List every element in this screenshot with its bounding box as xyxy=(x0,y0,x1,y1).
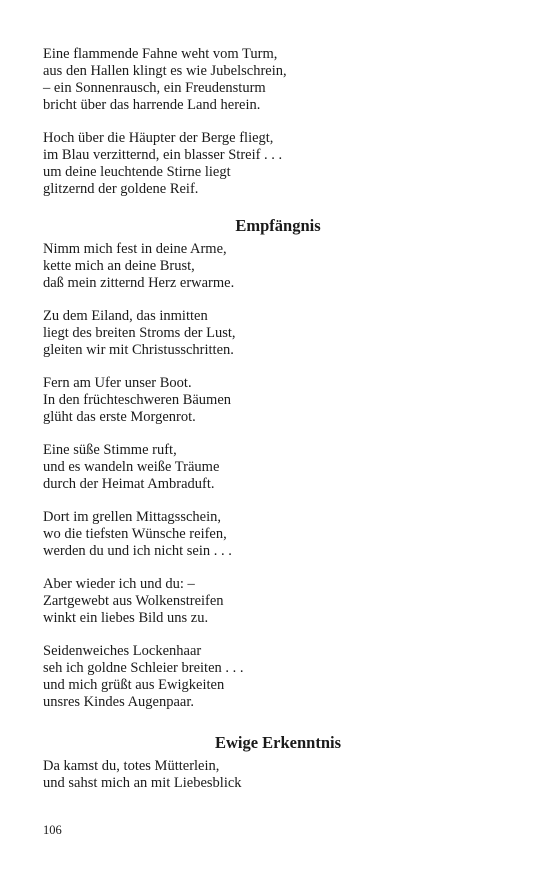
verse-line: In den früchteschweren Bäumen xyxy=(43,392,232,408)
verse-line: unsres Kindes Augenpaar. xyxy=(43,694,195,710)
verse-line: bricht über das harrende Land herein. xyxy=(43,97,261,113)
verse-line: Hoch über die Häupter der Berge fliegt, xyxy=(43,130,274,146)
verse-line: Seidenweiches Lockenhaar xyxy=(43,643,202,659)
poem-ewige-erkenntnis xyxy=(43,758,513,792)
verse-line: und es wandeln weiße Träume xyxy=(43,459,220,475)
verse-line: um deine leuchtende Stirne liegt xyxy=(43,164,231,180)
verse-line: daß mein zitternd Herz erwarme. xyxy=(43,275,235,291)
verse-line: aus den Hallen klingt es wie Jubelschrein, xyxy=(43,63,287,79)
verse-line: gleiten wir mit Christusschritten. xyxy=(43,342,234,358)
verse-line: – ein Sonnenrausch, ein Freudensturm xyxy=(43,80,266,96)
verse-line: Zu dem Eiland, das inmitten xyxy=(43,308,208,324)
verse-line: wo die tiefsten Wünsche reifen, xyxy=(43,526,227,542)
verse-line: durch der Heimat Ambraduft. xyxy=(43,476,215,492)
poem-title: Ewige Erkenntnis xyxy=(214,733,342,752)
verse-line: Eine flammende Fahne weht vom Turm, xyxy=(43,46,278,62)
verse-line: und mich grüßt aus Ewigkeiten xyxy=(43,677,225,693)
page-number: 106 xyxy=(43,823,62,837)
poem-empfaengnis xyxy=(43,241,513,711)
verse-line: Eine süße Stimme ruft, xyxy=(43,442,177,458)
verse-line: Da kamst du, totes Mütterlein, xyxy=(43,758,220,774)
poem-fragment xyxy=(43,46,513,198)
verse-line: werden du und ich nicht sein . . . xyxy=(43,543,232,559)
verse-line: seh ich goldne Schleier breiten . . . xyxy=(43,660,244,676)
verse-line: kette mich an deine Brust, xyxy=(43,258,195,274)
verse-line: Aber wieder ich und du: – xyxy=(43,576,195,592)
verse-line: liegt des breiten Stroms der Lust, xyxy=(43,325,236,341)
verse-line: glüht das erste Morgenrot. xyxy=(43,409,196,425)
verse-line: Nimm mich fest in deine Arme, xyxy=(43,241,227,257)
verse-line: glitzernd der goldene Reif. xyxy=(43,181,199,197)
verse-line: Zartgewebt aus Wolkenstreifen xyxy=(43,593,224,609)
book-page xyxy=(43,46,513,792)
verse-line: Dort im grellen Mittagsschein, xyxy=(43,509,221,525)
poem-title: Empfängnis xyxy=(235,216,321,235)
verse-line: und sahst mich an mit Liebesblick xyxy=(43,775,242,791)
verse-line: im Blau verzitternd, ein blasser Streif . . . xyxy=(43,147,283,163)
verse-line: Fern am Ufer unser Boot. xyxy=(43,375,192,391)
verse-line: winkt ein liebes Bild uns zu. xyxy=(43,610,209,626)
